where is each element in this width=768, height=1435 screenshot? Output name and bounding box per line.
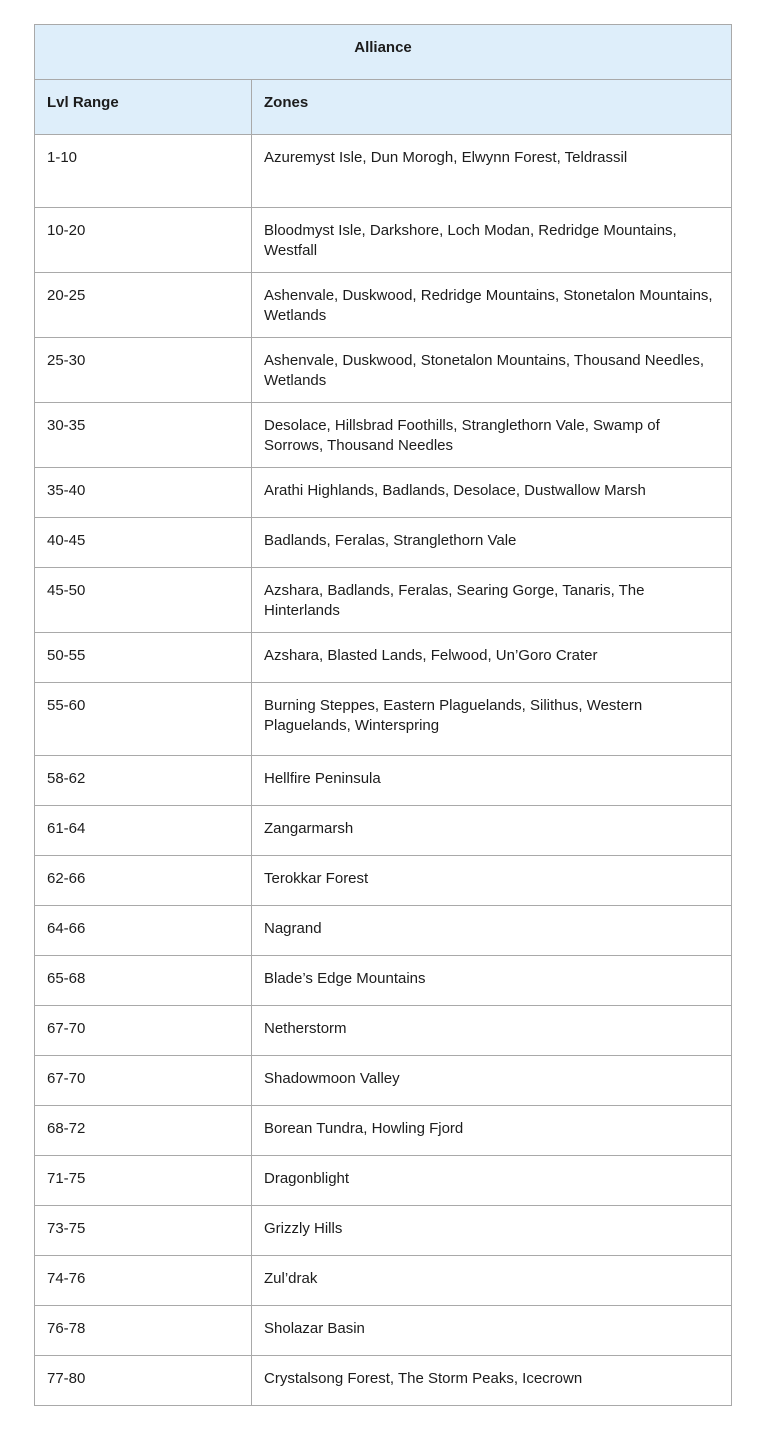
table-row [35,1306,732,1356]
lvl-range-cell: 67-70 [35,1056,252,1106]
lvl-range-cell: 58-62 [35,756,252,806]
zones-cell: Sholazar Basin [252,1306,732,1356]
lvl-range-cell: 20-25 [35,273,252,338]
table-row [35,1106,732,1156]
zones-cell: Hellfire Peninsula [252,756,732,806]
column-header-zones: Zones [252,80,732,135]
table-row [35,633,732,683]
lvl-range-cell: 25-30 [35,338,252,403]
zones-cell: Nagrand [252,906,732,956]
lvl-range-cell: 73-75 [35,1206,252,1256]
zones-cell: Crystalsong Forest, The Storm Peaks, Icecrown [252,1356,732,1406]
column-header-lvl-range: Lvl Range [35,80,252,135]
table-row [35,806,732,856]
lvl-range-cell: 64-66 [35,906,252,956]
lvl-range-cell: 71-75 [35,1156,252,1206]
lvl-range-cell: 55-60 [35,683,252,756]
lvl-range-cell: 77-80 [35,1356,252,1406]
table-row [35,468,732,518]
lvl-range-cell: 68-72 [35,1106,252,1156]
table-row [35,1156,732,1206]
table-row [35,1006,732,1056]
lvl-range-cell: 45-50 [35,568,252,633]
table-row [35,683,732,756]
table-row [35,1256,732,1306]
table-row [35,568,732,633]
lvl-range-cell: 74-76 [35,1256,252,1306]
lvl-range-cell: 76-78 [35,1306,252,1356]
lvl-range-cell: 10-20 [35,208,252,273]
table-title: Alliance [35,25,732,80]
table-row [35,273,732,338]
zones-cell: Grizzly Hills [252,1206,732,1256]
zones-cell: Borean Tundra, Howling Fjord [252,1106,732,1156]
table-row [35,208,732,273]
table-row [35,956,732,1006]
zones-cell: Azshara, Blasted Lands, Felwood, Un’Goro Crater [252,633,732,683]
lvl-range-cell: 65-68 [35,956,252,1006]
zones-cell: Ashenvale, Duskwood, Redridge Mountains, Stonetalon Mountains, Wetlands [252,273,732,338]
lvl-range-cell: 67-70 [35,1006,252,1056]
column-header-row [35,80,732,135]
zones-cell: Ashenvale, Duskwood, Stonetalon Mountains, Thousand Needles, Wetlands [252,338,732,403]
lvl-range-cell: 62-66 [35,856,252,906]
lvl-range-cell: 35-40 [35,468,252,518]
table-row [35,518,732,568]
table-row [35,906,732,956]
lvl-range-cell: 50-55 [35,633,252,683]
table-body [35,135,732,1406]
zones-cell: Shadowmoon Valley [252,1056,732,1106]
table-row [35,1356,732,1406]
table-row [35,135,732,208]
zones-cell: Zangarmarsh [252,806,732,856]
lvl-range-cell: 61-64 [35,806,252,856]
zones-cell: Burning Steppes, Eastern Plaguelands, Silithus, Western Plaguelands, Winterspring [252,683,732,756]
zones-cell: Desolace, Hillsbrad Foothills, Stranglethorn Vale, Swamp of Sorrows, Thousand Needles [252,403,732,468]
table-row [35,756,732,806]
zones-cell: Terokkar Forest [252,856,732,906]
table-row [35,856,732,906]
zones-cell: Zul’drak [252,1256,732,1306]
table-row [35,1056,732,1106]
alliance-zone-table [34,24,732,1406]
lvl-range-cell: 40-45 [35,518,252,568]
lvl-range-cell: 30-35 [35,403,252,468]
zones-cell: Azshara, Badlands, Feralas, Searing Gorge, Tanaris, The Hinterlands [252,568,732,633]
alliance-zone-table-container [34,24,731,1406]
table-row [35,338,732,403]
table-title-row [35,25,732,80]
zones-cell: Azuremyst Isle, Dun Morogh, Elwynn Forest, Teldrassil [252,135,732,208]
zones-cell: Arathi Highlands, Badlands, Desolace, Dustwallow Marsh [252,468,732,518]
table-row [35,403,732,468]
table-row [35,1206,732,1256]
zones-cell: Blade’s Edge Mountains [252,956,732,1006]
zones-cell: Dragonblight [252,1156,732,1206]
zones-cell: Netherstorm [252,1006,732,1056]
lvl-range-cell: 1-10 [35,135,252,208]
zones-cell: Bloodmyst Isle, Darkshore, Loch Modan, Redridge Mountains, Westfall [252,208,732,273]
zones-cell: Badlands, Feralas, Stranglethorn Vale [252,518,732,568]
